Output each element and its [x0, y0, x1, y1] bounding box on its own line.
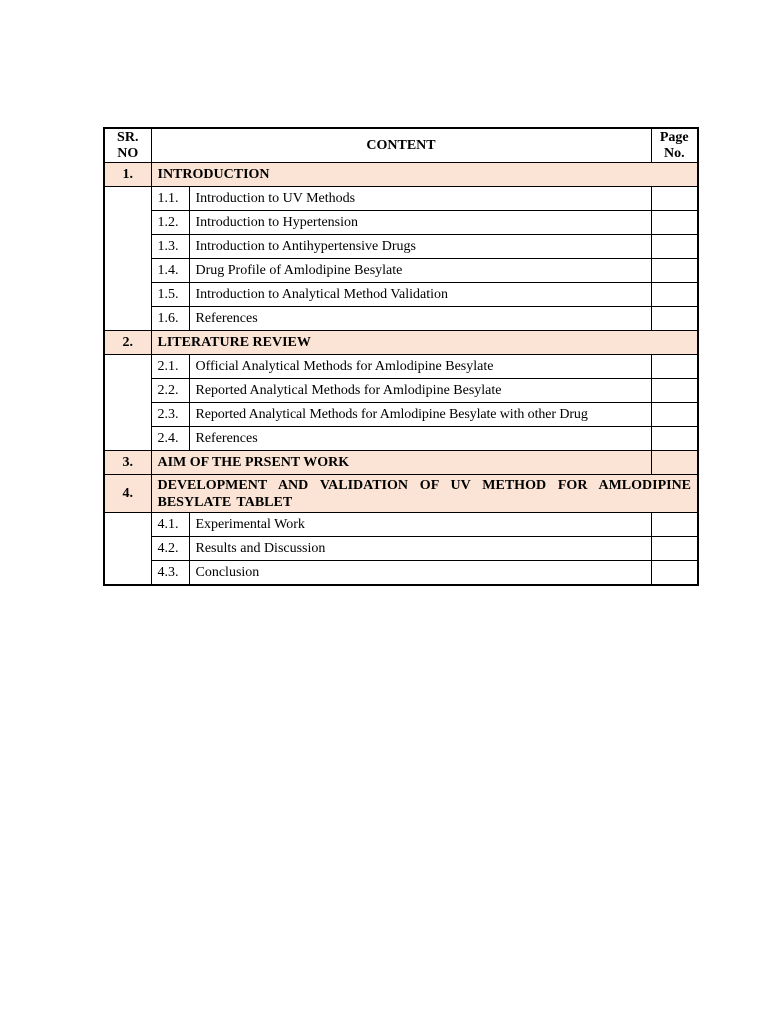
- subsection-number: 1.6.: [151, 307, 189, 331]
- sr-no-header: SR. NO: [104, 128, 151, 163]
- blank-cell: [104, 513, 151, 586]
- subsection-title: Experimental Work: [189, 513, 651, 537]
- section-row-development: [104, 475, 698, 513]
- page-number-cell: [651, 561, 698, 586]
- section-title: LITERATURE REVIEW: [151, 331, 698, 355]
- subsection-title: Official Analytical Methods for Amlodipine Besylate: [189, 355, 651, 379]
- page-number-cell: [651, 235, 698, 259]
- subsection-number: 1.1.: [151, 187, 189, 211]
- section-row-aim: [104, 451, 698, 475]
- table-row: [104, 513, 698, 537]
- table-row: [104, 283, 698, 307]
- page-number-cell: [651, 187, 698, 211]
- table-row: [104, 537, 698, 561]
- table-row: [104, 403, 698, 427]
- subsection-title: Introduction to Antihypertensive Drugs: [189, 235, 651, 259]
- table-row: [104, 259, 698, 283]
- page-no-header: Page No.: [651, 128, 698, 163]
- table-row: [104, 379, 698, 403]
- subsection-title: Results and Discussion: [189, 537, 651, 561]
- blank-cell: [104, 355, 151, 451]
- section-number: 1.: [104, 163, 151, 187]
- section-title: AIM OF THE PRSENT WORK: [151, 451, 651, 475]
- section-row-introduction: [104, 163, 698, 187]
- table-row: [104, 355, 698, 379]
- page-number-cell: [651, 427, 698, 451]
- subsection-number: 1.4.: [151, 259, 189, 283]
- page-number-cell: [651, 537, 698, 561]
- section-number: 4.: [104, 475, 151, 513]
- subsection-number: 2.3.: [151, 403, 189, 427]
- table-row: [104, 307, 698, 331]
- subsection-title: References: [189, 307, 651, 331]
- subsection-number: 2.4.: [151, 427, 189, 451]
- table-row: [104, 235, 698, 259]
- table-row: [104, 187, 698, 211]
- subsection-title: Conclusion: [189, 561, 651, 586]
- page-number-cell: [651, 355, 698, 379]
- subsection-title: Introduction to Analytical Method Validation: [189, 283, 651, 307]
- subsection-title: Drug Profile of Amlodipine Besylate: [189, 259, 651, 283]
- section-title: DEVELOPMENT AND VALIDATION OF UV METHOD FOR AMLODIPINE BESYLATE TABLET: [151, 475, 698, 513]
- blank-cell: [104, 187, 151, 331]
- subsection-title: Introduction to Hypertension: [189, 211, 651, 235]
- table-row: [104, 561, 698, 586]
- subsection-title: Reported Analytical Methods for Amlodipine Besylate with other Drug: [189, 403, 651, 427]
- table-row: [104, 211, 698, 235]
- subsection-number: 2.2.: [151, 379, 189, 403]
- subsection-number: 1.2.: [151, 211, 189, 235]
- section-row-literature-review: [104, 331, 698, 355]
- section-title: INTRODUCTION: [151, 163, 698, 187]
- page-number-cell: [651, 379, 698, 403]
- page-number-cell: [651, 403, 698, 427]
- page-number-cell: [651, 259, 698, 283]
- subsection-number: 4.3.: [151, 561, 189, 586]
- subsection-title: Reported Analytical Methods for Amlodipine Besylate: [189, 379, 651, 403]
- subsection-number: 1.5.: [151, 283, 189, 307]
- header-row: [104, 128, 698, 163]
- page-number-cell: [651, 211, 698, 235]
- content-header: CONTENT: [151, 128, 651, 163]
- subsection-number: 4.1.: [151, 513, 189, 537]
- page-number-cell: [651, 513, 698, 537]
- subsection-title: References: [189, 427, 651, 451]
- page-number-cell: [651, 283, 698, 307]
- table-of-contents: [103, 127, 699, 586]
- page-number-cell: [651, 451, 698, 475]
- table-row: [104, 427, 698, 451]
- subsection-number: 4.2.: [151, 537, 189, 561]
- subsection-title: Introduction to UV Methods: [189, 187, 651, 211]
- section-number: 3.: [104, 451, 151, 475]
- subsection-number: 2.1.: [151, 355, 189, 379]
- section-number: 2.: [104, 331, 151, 355]
- page-number-cell: [651, 307, 698, 331]
- subsection-number: 1.3.: [151, 235, 189, 259]
